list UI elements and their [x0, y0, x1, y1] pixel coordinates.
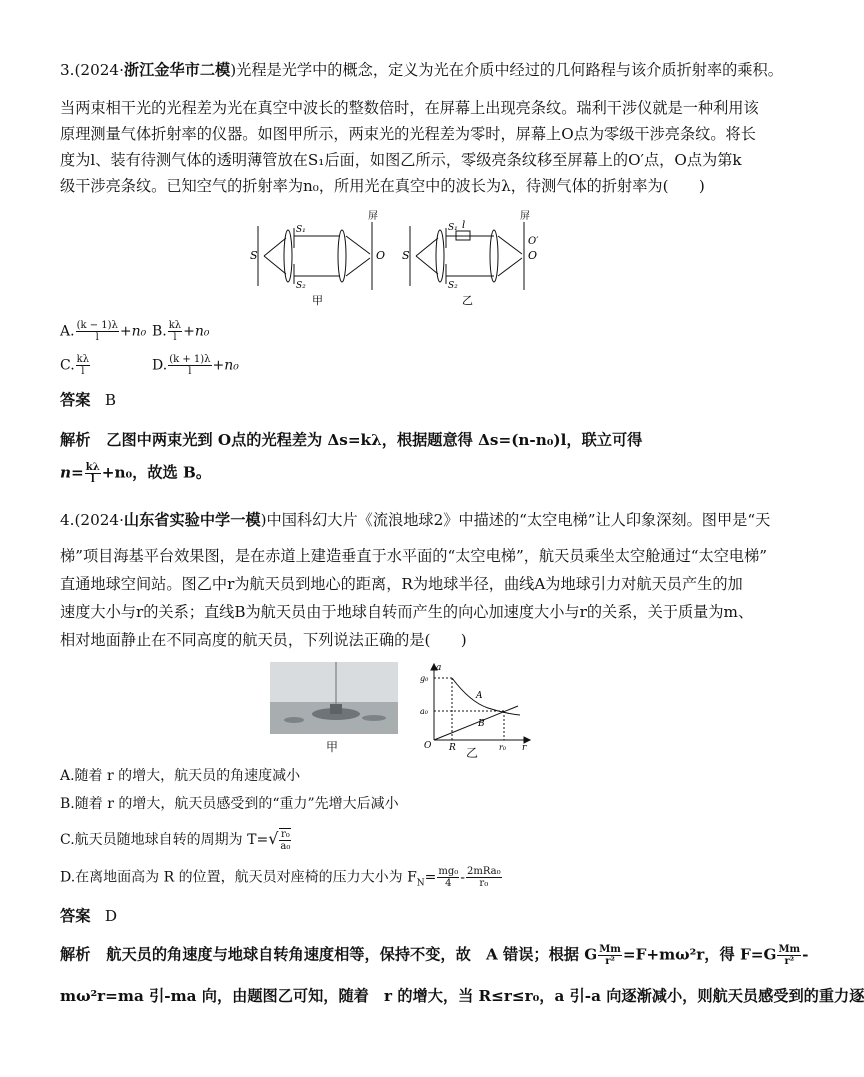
label-S2-b: S₂ — [448, 281, 458, 291]
label-g0: g₀ — [420, 674, 429, 683]
q4-explanation-line-2: mω²r=ma 引-ma 向，由题图乙可知，随着 r 的增大，当 R≤r≤r₀，a 引-a 向逐渐减小，则航天员感受到的重力逐 — [60, 987, 864, 1005]
lens-b-right — [490, 230, 498, 282]
label-O-b: O — [528, 249, 538, 262]
q4-option-a[interactable]: A.随着 r 的增大，航天员的角速度减小 — [60, 768, 301, 784]
q4-stem-line-3: 直通地球空间站。图乙中r为航天员到地心的距离，R为地球半径，曲线A为地球引力对航天员产生的加 — [60, 575, 743, 593]
q3-stem-line-5: 级干涉亮条纹。已知空气的折射率为n₀，所用光在真空中的波长为λ，待测气体的折射率为( ) — [60, 177, 705, 195]
label-r: r — [522, 743, 527, 753]
q3-option-b[interactable]: B. $\frac{k\lambda}{l}$ +n₀ — [152, 320, 210, 343]
label-O-prime: O′ — [528, 236, 539, 247]
q3-interferometer-figure — [250, 208, 550, 308]
q3-stem-line-2: 当两束相干光的光程差为光在真空中波长的整数倍时，在屏幕上出现亮条纹。瑞利干涉仪就是一种利用该 — [60, 99, 759, 117]
q4-caption-yi: 乙 — [466, 746, 479, 760]
q3-option-a-fraction: $\frac{(k - 1)\lambda}{l}$ — [76, 320, 118, 343]
q3-answer: 答案 B — [60, 391, 117, 409]
q3-stem-line-4: 度为l、装有待测气体的透明薄管放在S₁后面，如图乙所示，零级亮条纹移至屏幕上的O′点，O点为第k — [60, 151, 742, 169]
lens-a-right — [338, 230, 346, 282]
space-elevator-photo — [270, 662, 398, 734]
label-S1-b: S₁ — [448, 223, 458, 233]
q4-option-b[interactable]: B.随着 r 的增大，航天员感受到的“重力”先增大后减小 — [60, 796, 399, 812]
label-a0: a₀ — [420, 707, 428, 716]
q4-option-c[interactable]: C.航天员随地球自转的周期为 T=√ $\frac{\text{r₀}}{\text{a₀}}$ — [60, 829, 291, 852]
q4-caption-jia: 甲 — [326, 740, 339, 754]
caption-jia: 甲 — [312, 294, 323, 307]
q4-acceleration-graph — [418, 660, 534, 756]
label-screen-b: 屏 — [520, 211, 530, 222]
label-origin: O — [424, 741, 432, 751]
q3-option-c[interactable]: C. $\frac{k\lambda}{l}$ — [60, 354, 90, 377]
caption-yi: 乙 — [462, 294, 473, 307]
label-S-b: S — [402, 249, 410, 262]
q4-explanation-fraction-2: $\frac{Mm}{\text{r²}}$ — [778, 944, 801, 967]
q4-option-d[interactable]: D.在离地面高为 R 的位置，航天员对座椅的压力大小为 $F_N=$ $\frac{\text{mg₀}}{4}$ - $\frac{\text{2mRa₀}}{\text{r₀}}$ — [60, 866, 501, 889]
sqrt-sign: √ — [268, 829, 279, 848]
label-curve-A: A — [476, 691, 483, 701]
q4-option-d-fraction-1: $\frac{\text{mg₀}}{4}$ — [438, 866, 459, 889]
q4-explanation-line-1: 解析 航天员的角速度与地球自转角速度相等，保持不变，故 A 错误；根据 G $\frac{Mm}{\text{r²}}$ =F+mω²r，得 F=G $\frac{Mm}{\text{r²}}$ - — [60, 944, 809, 967]
label-l: l — [462, 220, 466, 231]
q4-stem-line-2: 梯”项目海基平台效果图，是在赤道上建造垂直于水平面的“太空电梯”，航天员乘坐太空舱通过“太空电梯” — [60, 547, 768, 565]
q4-stem-line-4: 速度大小与r的关系；直线B为航天员由于地球自转而产生的向心加速度大小与r的关系，关于质量为m、 — [60, 603, 754, 621]
q4-answer: 答案 D — [60, 907, 118, 925]
q3-explanation-line-1: 解析 乙图中两束光到 O点的光程差为 Δs=kλ，根据题意得 Δs=(n-n₀)l，联立可得 — [60, 431, 643, 449]
label-O-a: O — [376, 249, 386, 262]
lens-a-left — [284, 230, 292, 282]
label-R: R — [449, 743, 456, 753]
q4-stem-line-5: 相对地面静止在不同高度的航天员，下列说法正确的是( ) — [60, 631, 467, 649]
q3-stem-line-1: 3.(2024·浙江金华市二模)光程是光学中的概念，定义为光在介质中经过的几何路程与该介质折射率的乘积。 — [60, 61, 783, 79]
q3-option-a[interactable]: A. $\frac{(k - 1)\lambda}{l}$ +n₀ — [60, 320, 147, 343]
label-line-B: B — [478, 719, 485, 729]
label-r0: r₀ — [499, 743, 507, 752]
q4-explanation-fraction-1: $\frac{Mm}{\text{r²}}$ — [599, 944, 621, 967]
label-S1-a: S₁ — [296, 225, 306, 235]
q4-option-c-fraction: $\frac{\text{r₀}}{\text{a₀}}$ — [280, 829, 291, 852]
lens-b-left — [436, 230, 444, 282]
q3-option-c-fraction: $\frac{k\lambda}{l}$ — [76, 354, 90, 377]
q3-option-b-fraction: $\frac{k\lambda}{l}$ — [168, 320, 182, 343]
label-screen-a: 屏 — [368, 211, 378, 222]
q3-option-d[interactable]: D. $\frac{(k + 1)\lambda}{l}$ +n₀ — [152, 354, 239, 377]
label-S-a: S — [250, 249, 258, 262]
q3-option-d-fraction: $\frac{(k + 1)\lambda}{l}$ — [169, 354, 211, 377]
q4-option-d-fraction-2: $\frac{\text{2mRa₀}}{\text{r₀}}$ — [467, 866, 501, 889]
label-S2-a: S₂ — [296, 281, 306, 291]
q3-explanation-line-2: n= $\frac{k\lambda}{l}$ +n₀，故选 B。 — [60, 462, 212, 485]
q3-stem-line-3: 原理测量气体折射率的仪器。如图甲所示，两束光的光程差为零时，屏幕上O点为零级干涉亮条纹。将长 — [60, 125, 756, 143]
q3-explanation-fraction: $\frac{k\lambda}{l}$ — [85, 462, 100, 485]
q4-stem-line-1: 4.(2024·山东省实验中学一模)中国科幻大片《流浪地球2》中描述的“太空电梯”让人印象深刻。图甲是“天 — [60, 511, 771, 529]
label-a: a — [436, 663, 442, 673]
